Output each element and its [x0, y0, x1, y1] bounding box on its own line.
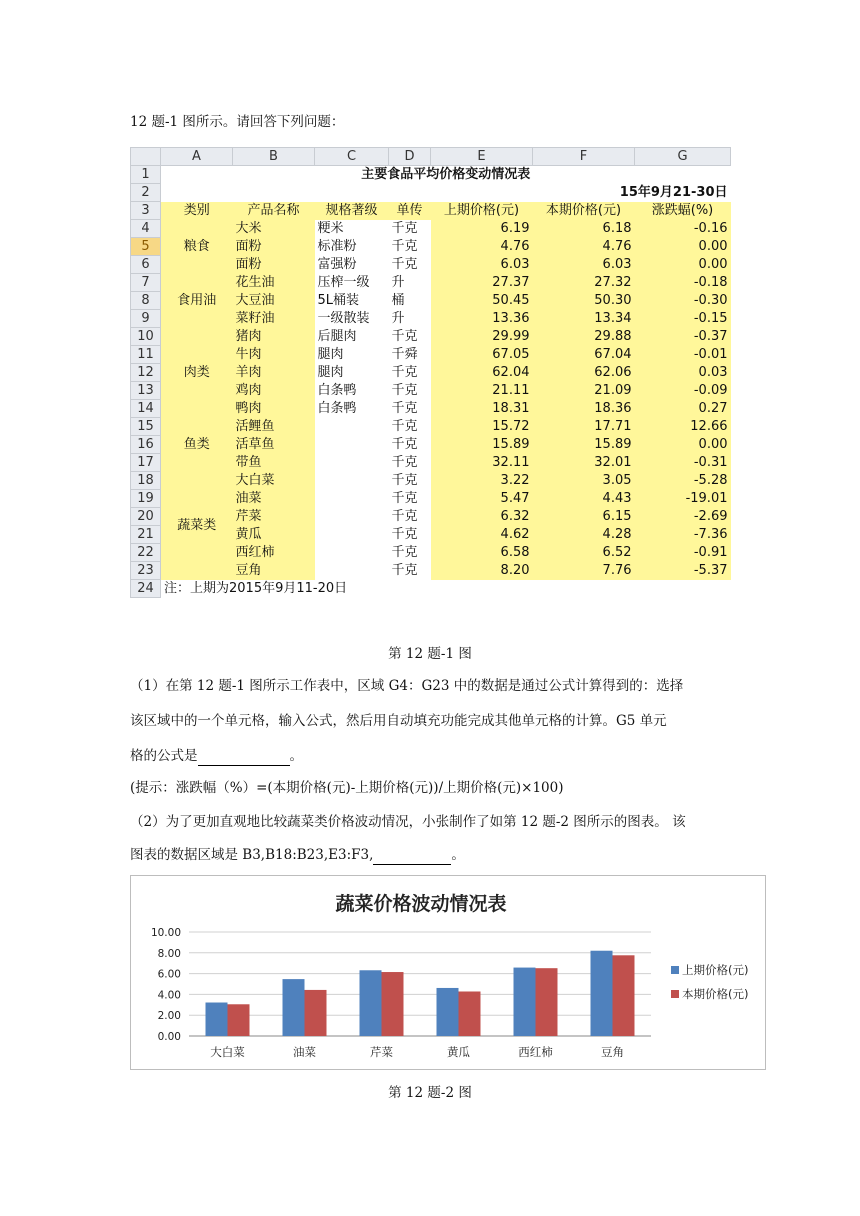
- unit-cell[interactable]: 千克: [391, 545, 418, 560]
- prev-price-cell[interactable]: 4.76: [431, 238, 533, 256]
- row-header[interactable]: 3: [131, 202, 161, 220]
- change-cell[interactable]: 0.00: [635, 238, 731, 256]
- prev-price-cell[interactable]: 8.20: [431, 562, 533, 580]
- product-name-cell[interactable]: 鸡肉: [233, 382, 315, 400]
- table-header-cell[interactable]: 类别: [161, 202, 233, 220]
- change-cell[interactable]: -7.36: [635, 526, 731, 544]
- spreadsheet: [130, 147, 731, 598]
- spec-cell[interactable]: 压榨一级: [317, 275, 370, 290]
- unit-cell[interactable]: 千克: [391, 491, 418, 506]
- spec-cell[interactable]: 腿肉: [317, 347, 344, 362]
- change-cell[interactable]: -0.15: [635, 310, 731, 328]
- cur-price-cell[interactable]: 6.18: [533, 220, 635, 238]
- table-header-cell[interactable]: 涨跌蝠(%): [635, 202, 731, 220]
- row-header[interactable]: 22: [131, 544, 161, 562]
- row-header[interactable]: 5: [131, 238, 161, 256]
- prev-price-cell[interactable]: 6.19: [431, 220, 533, 238]
- change-cell[interactable]: 0.03: [635, 364, 731, 382]
- change-cell[interactable]: 0.00: [635, 256, 731, 274]
- bar: [459, 991, 481, 1036]
- spec-cell[interactable]: [315, 526, 389, 544]
- category-cell[interactable]: 肉类: [161, 328, 233, 418]
- row-header[interactable]: 15: [131, 418, 161, 436]
- row-header[interactable]: 13: [131, 382, 161, 400]
- change-cell[interactable]: -5.28: [635, 472, 731, 490]
- x-category-label: 豆角: [601, 1045, 624, 1059]
- product-name-cell[interactable]: 油菜: [233, 490, 315, 508]
- category-cell[interactable]: 食用油: [161, 274, 233, 328]
- table-row: [131, 328, 731, 346]
- cur-price-cell[interactable]: 18.36: [533, 400, 635, 418]
- table-header-cell[interactable]: 本期价格(元): [533, 202, 635, 220]
- x-category-label: 黄瓜: [447, 1045, 470, 1059]
- change-cell[interactable]: -5.37: [635, 562, 731, 580]
- unit-cell[interactable]: 升: [391, 311, 405, 326]
- prev-price-cell[interactable]: 67.05: [431, 346, 533, 364]
- legend-label: 上期价格(元): [682, 963, 749, 977]
- spec-cell[interactable]: 白条鸭: [317, 383, 357, 398]
- prev-price-cell[interactable]: 6.32: [431, 508, 533, 526]
- change-cell[interactable]: -0.91: [635, 544, 731, 562]
- spec-cell[interactable]: [315, 544, 389, 562]
- bar: [360, 970, 382, 1036]
- cur-price-cell[interactable]: 32.01: [533, 454, 635, 472]
- cur-price-cell[interactable]: 3.05: [533, 472, 635, 490]
- product-name-cell[interactable]: 猪肉: [233, 328, 315, 346]
- y-tick-label: 0.00: [157, 1031, 181, 1043]
- legend-swatch: [671, 966, 679, 974]
- cur-price-cell[interactable]: 17.71: [533, 418, 635, 436]
- q2-line2-end: 。: [451, 847, 465, 863]
- category-cell[interactable]: 鱼类: [161, 418, 233, 472]
- change-cell[interactable]: -0.31: [635, 454, 731, 472]
- prev-price-cell[interactable]: 32.11: [431, 454, 533, 472]
- cur-price-cell[interactable]: 27.32: [533, 274, 635, 292]
- spec-cell[interactable]: [315, 454, 389, 472]
- unit-cell[interactable]: 千克: [391, 455, 418, 470]
- row-header[interactable]: 18: [131, 472, 161, 490]
- spec-cell[interactable]: 一级散装: [317, 311, 370, 326]
- spec-cell[interactable]: [315, 490, 389, 508]
- column-header[interactable]: G: [635, 148, 731, 166]
- column-header[interactable]: D: [389, 148, 431, 166]
- change-cell[interactable]: -0.16: [635, 220, 731, 238]
- prev-price-cell[interactable]: 13.36: [431, 310, 533, 328]
- spec-cell[interactable]: 腿肉: [317, 365, 344, 380]
- change-cell[interactable]: 0.00: [635, 436, 731, 454]
- legend-label: 本期价格(元): [682, 987, 749, 1001]
- spec-cell[interactable]: 白条鸭: [317, 401, 357, 416]
- cur-price-cell[interactable]: 4.43: [533, 490, 635, 508]
- change-cell[interactable]: -0.09: [635, 382, 731, 400]
- prev-price-cell[interactable]: 62.04: [431, 364, 533, 382]
- spec-cell[interactable]: 富强粉: [317, 257, 357, 272]
- bar: [437, 988, 459, 1036]
- x-category-label: 芹菜: [370, 1045, 393, 1059]
- product-name-cell[interactable]: 花生油: [233, 274, 315, 292]
- category-cell[interactable]: 蔬菜类: [161, 472, 233, 580]
- hint: (提示：涨跌幅（%）=(本期价格(元)-上期价格(元))/上期价格(元)×100): [130, 780, 564, 796]
- row-header[interactable]: 21: [131, 526, 161, 544]
- row-header[interactable]: 1: [131, 166, 161, 184]
- unit-cell[interactable]: 千克: [391, 239, 418, 254]
- product-name-cell[interactable]: 牛肉: [233, 346, 315, 364]
- table-header-cell[interactable]: 单传: [389, 202, 431, 220]
- prev-price-cell[interactable]: 15.89: [431, 436, 533, 454]
- row-header[interactable]: 7: [131, 274, 161, 292]
- unit-cell[interactable]: 千克: [391, 437, 418, 452]
- spec-cell[interactable]: 标准粉: [317, 239, 357, 254]
- prev-price-cell[interactable]: 29.99: [431, 328, 533, 346]
- x-category-label: 西红柿: [518, 1045, 553, 1059]
- product-name-cell[interactable]: 西红柿: [233, 544, 315, 562]
- sheet-row: [131, 184, 731, 202]
- row-header[interactable]: 23: [131, 562, 161, 580]
- change-cell[interactable]: -0.37: [635, 328, 731, 346]
- prev-price-cell[interactable]: 21.11: [431, 382, 533, 400]
- row-header[interactable]: 20: [131, 508, 161, 526]
- spec-cell[interactable]: [315, 436, 389, 454]
- unit-cell[interactable]: 千克: [391, 527, 418, 542]
- table-row: [131, 274, 731, 292]
- table-row: [131, 472, 731, 490]
- chart-title: 蔬菜价格波动情况表: [335, 893, 507, 915]
- product-name-cell[interactable]: 带鱼: [233, 454, 315, 472]
- change-cell[interactable]: -0.30: [635, 292, 731, 310]
- change-cell[interactable]: -0.18: [635, 274, 731, 292]
- cur-price-cell[interactable]: 6.52: [533, 544, 635, 562]
- spec-cell[interactable]: [315, 472, 389, 490]
- unit-cell[interactable]: 千克: [391, 563, 418, 578]
- column-header-row: [131, 148, 731, 166]
- product-name-cell[interactable]: 鸭肉: [233, 400, 315, 418]
- table-header-cell[interactable]: 规格著级: [315, 202, 389, 220]
- spec-cell[interactable]: [315, 508, 389, 526]
- sheet-row: [131, 166, 731, 184]
- prev-price-cell[interactable]: 50.45: [431, 292, 533, 310]
- unit-cell[interactable]: 千克: [391, 509, 418, 524]
- table-header-cell[interactable]: 上期价格(元): [431, 202, 533, 220]
- sheet-title[interactable]: 主要食品平均价格变动情况表: [361, 167, 531, 183]
- row-header[interactable]: 2: [131, 184, 161, 202]
- cur-price-cell[interactable]: 15.89: [533, 436, 635, 454]
- product-name-cell[interactable]: 豆角: [233, 562, 315, 580]
- row-header[interactable]: 19: [131, 490, 161, 508]
- row-header[interactable]: 16: [131, 436, 161, 454]
- spec-cell[interactable]: 后腿肉: [317, 329, 357, 344]
- y-tick-label: 2.00: [157, 1010, 181, 1023]
- bar: [228, 1004, 250, 1036]
- select-all-corner[interactable]: [131, 148, 161, 166]
- product-name-cell[interactable]: 活鲤鱼: [233, 418, 315, 436]
- vegetable-price-chart: [130, 875, 766, 1070]
- cur-price-cell[interactable]: 62.06: [533, 364, 635, 382]
- bar: [382, 972, 404, 1036]
- unit-cell[interactable]: 升: [391, 275, 405, 290]
- column-header[interactable]: B: [233, 148, 315, 166]
- y-tick-label: 4.00: [157, 989, 181, 1002]
- bar: [305, 990, 327, 1036]
- price-table: [130, 147, 731, 598]
- prev-price-cell[interactable]: 5.47: [431, 490, 533, 508]
- product-name-cell[interactable]: 大豆油: [233, 292, 315, 310]
- sheet-note[interactable]: 注：上期为2015年9月11-20日: [164, 581, 348, 596]
- x-category-label: 大白菜: [210, 1045, 245, 1059]
- cur-price-cell[interactable]: 67.04: [533, 346, 635, 364]
- cur-price-cell[interactable]: 21.09: [533, 382, 635, 400]
- unit-cell[interactable]: 千克: [391, 419, 418, 434]
- change-cell[interactable]: -2.69: [635, 508, 731, 526]
- prev-price-cell[interactable]: 27.37: [431, 274, 533, 292]
- bar: [613, 955, 635, 1036]
- cur-price-cell[interactable]: 6.03: [533, 256, 635, 274]
- spec-cell[interactable]: 5L桶装: [317, 293, 360, 308]
- prev-price-cell[interactable]: 15.72: [431, 418, 533, 436]
- q1-line3: [130, 746, 303, 766]
- cur-price-cell[interactable]: 50.30: [533, 292, 635, 310]
- product-name-cell[interactable]: 大米: [233, 220, 315, 238]
- spec-cell[interactable]: 粳米: [317, 221, 344, 236]
- legend-swatch: [671, 990, 679, 998]
- cur-price-cell[interactable]: 29.88: [533, 328, 635, 346]
- q2-line2: [130, 845, 465, 865]
- bar: [206, 1003, 228, 1036]
- row-header[interactable]: 12: [131, 364, 161, 382]
- product-name-cell[interactable]: 黄瓜: [233, 526, 315, 544]
- product-name-cell[interactable]: 大白菜: [233, 472, 315, 490]
- bar: [514, 968, 536, 1036]
- spec-cell[interactable]: [315, 562, 389, 580]
- unit-cell[interactable]: 千克: [391, 257, 418, 272]
- sheet-row: [131, 580, 731, 598]
- cur-price-cell[interactable]: 13.34: [533, 310, 635, 328]
- column-header[interactable]: C: [315, 148, 389, 166]
- prev-price-cell[interactable]: 3.22: [431, 472, 533, 490]
- q1-line3-text: 格的公式是: [130, 748, 198, 764]
- q1-line1: （1）在第 12 题-1 图所示工作表中，区域 G4：G23 中的数据是通过公式计算得到的：选择: [130, 678, 684, 694]
- unit-cell[interactable]: 千克: [391, 329, 418, 344]
- unit-cell[interactable]: 千克: [391, 383, 418, 398]
- q2-line1: （2）为了更加直观地比较蔬菜类价格波动情况，小张制作了如第 12 题-2 图所示的图表。 该: [130, 814, 686, 830]
- prev-price-cell[interactable]: 6.03: [431, 256, 533, 274]
- row-header[interactable]: 14: [131, 400, 161, 418]
- bar: [591, 951, 613, 1036]
- row-header[interactable]: 9: [131, 310, 161, 328]
- product-name-cell[interactable]: 芹菜: [233, 508, 315, 526]
- answer-blank-2[interactable]: [373, 850, 451, 865]
- cur-price-cell[interactable]: 7.76: [533, 562, 635, 580]
- row-header[interactable]: 24: [131, 580, 161, 598]
- product-name-cell[interactable]: 活草鱼: [233, 436, 315, 454]
- unit-cell[interactable]: 千克: [391, 221, 418, 236]
- table-row: [131, 418, 731, 436]
- column-header[interactable]: F: [533, 148, 635, 166]
- sheet-header-row: [131, 202, 731, 220]
- row-header[interactable]: 6: [131, 256, 161, 274]
- table-row: [131, 220, 731, 238]
- q1-line3-end: 。: [289, 748, 303, 764]
- unit-cell[interactable]: 千克: [391, 401, 418, 416]
- bar: [536, 968, 558, 1036]
- figure-caption-1: 第 12 题-1 图: [388, 646, 472, 662]
- change-cell[interactable]: 12.66: [635, 418, 731, 436]
- y-tick-label: 6.00: [157, 968, 181, 981]
- prev-price-cell[interactable]: 6.58: [431, 544, 533, 562]
- y-tick-label: 8.00: [157, 947, 181, 960]
- bar: [283, 979, 305, 1036]
- table-header-cell[interactable]: 产品名称: [233, 202, 315, 220]
- row-header[interactable]: 8: [131, 292, 161, 310]
- product-name-cell[interactable]: 羊肉: [233, 364, 315, 382]
- row-header[interactable]: 10: [131, 328, 161, 346]
- sheet-date[interactable]: 15年9月21-30日: [619, 185, 728, 200]
- change-cell[interactable]: 0.27: [635, 400, 731, 418]
- chart-svg: [131, 876, 765, 1069]
- row-header[interactable]: 4: [131, 220, 161, 238]
- change-cell[interactable]: -19.01: [635, 490, 731, 508]
- column-header[interactable]: A: [161, 148, 233, 166]
- q1-line2: 该区域中的一个单元格，输入公式，然后用自动填充功能完成其他单元格的计算。G5 单元: [130, 713, 667, 729]
- q2-line2-text: 图表的数据区域是 B3,B18:B23,E3:F3,: [130, 847, 374, 863]
- product-name-cell[interactable]: 面粉: [233, 256, 315, 274]
- y-tick-label: 10.00: [150, 927, 181, 939]
- product-name-cell[interactable]: 面粉: [233, 238, 315, 256]
- x-category-label: 油菜: [293, 1045, 316, 1059]
- unit-cell[interactable]: 千克: [391, 473, 418, 488]
- spec-cell[interactable]: [315, 418, 389, 436]
- cur-price-cell[interactable]: 6.15: [533, 508, 635, 526]
- figure-caption-2: 第 12 题-2 图: [388, 1085, 472, 1101]
- cur-price-cell[interactable]: 4.76: [533, 238, 635, 256]
- category-cell[interactable]: 粮食: [161, 220, 233, 274]
- unit-cell[interactable]: 桶: [391, 293, 405, 308]
- cur-price-cell[interactable]: 4.28: [533, 526, 635, 544]
- question-intro: 12 题-1 图所示。请回答下列问题：: [130, 114, 345, 130]
- answer-blank-1[interactable]: [198, 751, 290, 766]
- row-header[interactable]: 17: [131, 454, 161, 472]
- unit-cell[interactable]: 千舜: [391, 347, 418, 362]
- product-name-cell[interactable]: 菜籽油: [233, 310, 315, 328]
- prev-price-cell[interactable]: 4.62: [431, 526, 533, 544]
- prev-price-cell[interactable]: 18.31: [431, 400, 533, 418]
- column-header[interactable]: E: [431, 148, 533, 166]
- change-cell[interactable]: -0.01: [635, 346, 731, 364]
- unit-cell[interactable]: 千克: [391, 365, 418, 380]
- row-header[interactable]: 11: [131, 346, 161, 364]
